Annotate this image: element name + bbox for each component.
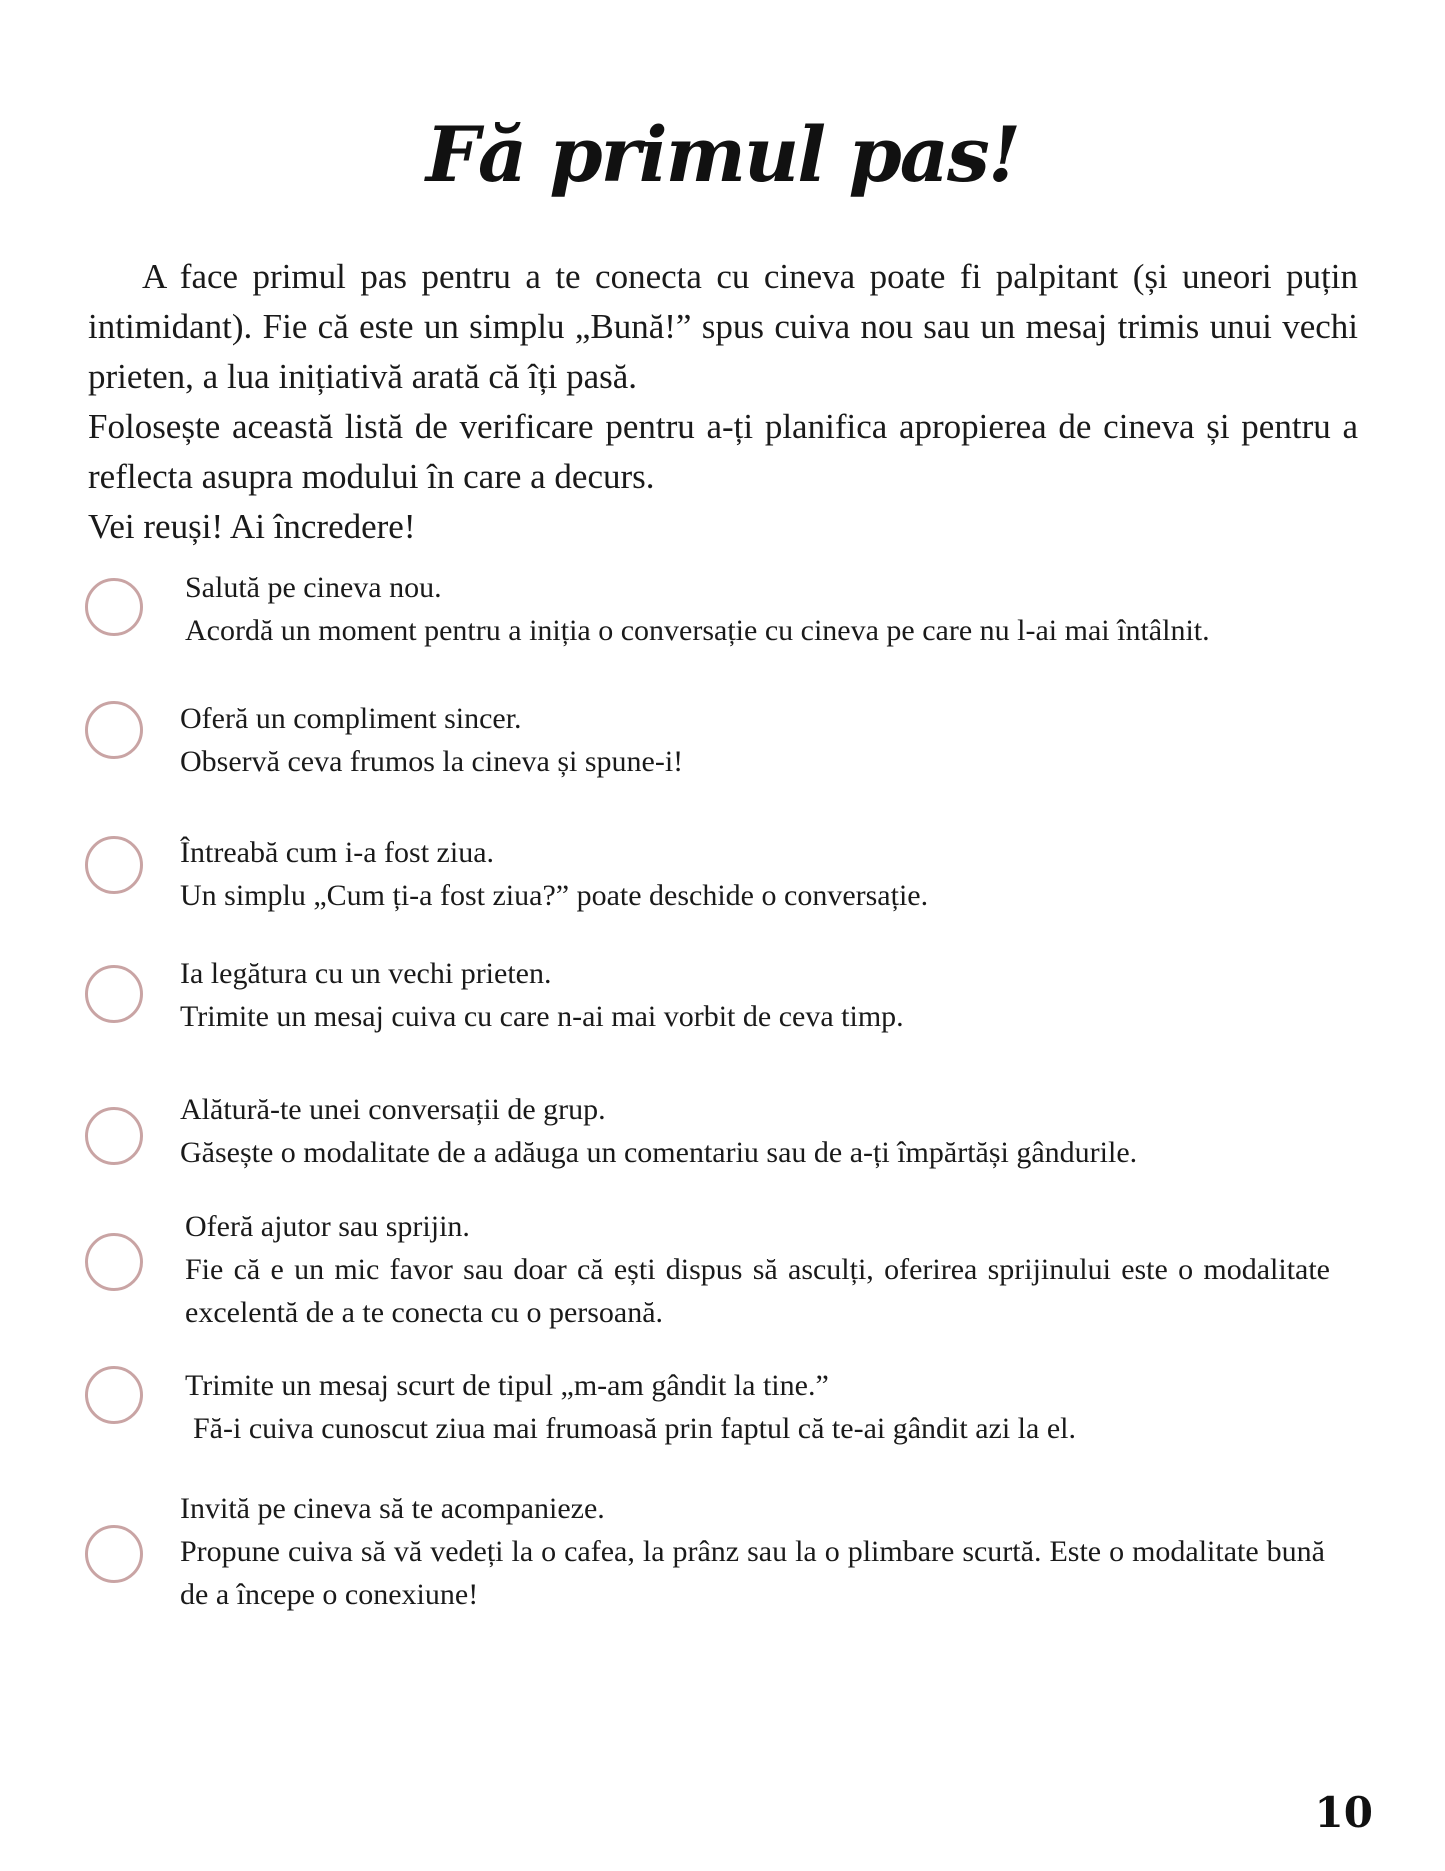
page-number: 10	[1314, 1788, 1373, 1837]
checkbox[interactable]	[85, 578, 143, 636]
checklist-item-text	[180, 831, 1330, 917]
page-title: Fă primul pas!	[425, 110, 1020, 199]
checklist-item-description: Propune cuiva să vă vedeți la o cafea, la prânz sau la o plimbare scurtă. Este o modalitate bună de a începe o conexiune!	[180, 1535, 1325, 1611]
checklist-item-text	[185, 1205, 1330, 1334]
checklist-item-description: Un simplu „Cum ți-a fost ziua?” poate deschide o conversație.	[180, 879, 929, 912]
checklist-item-text	[180, 1487, 1325, 1616]
checklist-item-description: Fie că e un mic favor sau doar că ești dispus să asculți, oferirea sprijinului este o modalitate excelentă de a te conecta cu o persoană.	[185, 1253, 1330, 1329]
checkbox[interactable]	[85, 1366, 143, 1424]
checklist-item-heading: Întreabă cum i-a fost ziua.	[180, 836, 495, 869]
checklist-item-description: Observă ceva frumos la cineva și spune-i!	[180, 745, 684, 778]
checkbox[interactable]	[85, 1525, 143, 1583]
checklist-item-text	[180, 1088, 1330, 1174]
checklist-item-description: Fă-i cuiva cunoscut ziua mai frumoasă prin faptul că te-ai gândit azi la el.	[193, 1412, 1076, 1445]
checklist-item-description: Acordă un moment pentru a iniția o conversație cu cineva pe care nu l-ai mai întâlnit.	[185, 614, 1210, 647]
checklist-item-heading: Oferă ajutor sau sprijin.	[185, 1210, 470, 1243]
checklist-item-text	[180, 697, 1330, 783]
intro-paragraph: Folosește această listă de verificare pentru a-ți planifica apropierea de cineva și pentru a reflecta asupra modului în care a decurs.	[88, 407, 1358, 496]
checkbox[interactable]	[85, 1233, 143, 1291]
checklist-item-description: Trimite un mesaj cuiva cu care n-ai mai vorbit de ceva timp.	[180, 1000, 904, 1033]
checklist-item-text	[185, 1364, 1335, 1450]
checkbox[interactable]	[85, 965, 143, 1023]
intro-paragraph: Vei reuși! Ai încredere!	[88, 507, 416, 546]
checkbox[interactable]	[85, 1107, 143, 1165]
checklist-item-heading: Invită pe cineva să te acompanieze.	[180, 1492, 605, 1525]
checkbox[interactable]	[85, 836, 143, 894]
checklist-item-text	[180, 952, 1330, 1038]
checklist-item-heading: Alătură-te unei conversații de grup.	[180, 1093, 606, 1126]
checklist-item-text	[185, 566, 1335, 652]
checklist-item-heading: Ia legătura cu un vechi prieten.	[180, 957, 552, 990]
checklist-item-heading: Trimite un mesaj scurt de tipul „m-am gândit la tine.”	[185, 1369, 829, 1402]
checklist-item-heading: Salută pe cineva nou.	[185, 571, 442, 604]
checkbox[interactable]	[85, 701, 143, 759]
checklist-item-heading: Oferă un compliment sincer.	[180, 702, 522, 735]
checklist-item-description: Găsește o modalitate de a adăuga un comentariu sau de a-ți împărtăși gândurile.	[180, 1136, 1138, 1169]
intro-paragraph: A face primul pas pentru a te conecta cu cineva poate fi palpitant (și uneori puțin intimidant). Fie că este un simplu „Bună!” spus cuiva nou sau un mesaj trimis unui vechi prieten, a lua inițiativă arată că îți pasă.	[88, 257, 1358, 396]
